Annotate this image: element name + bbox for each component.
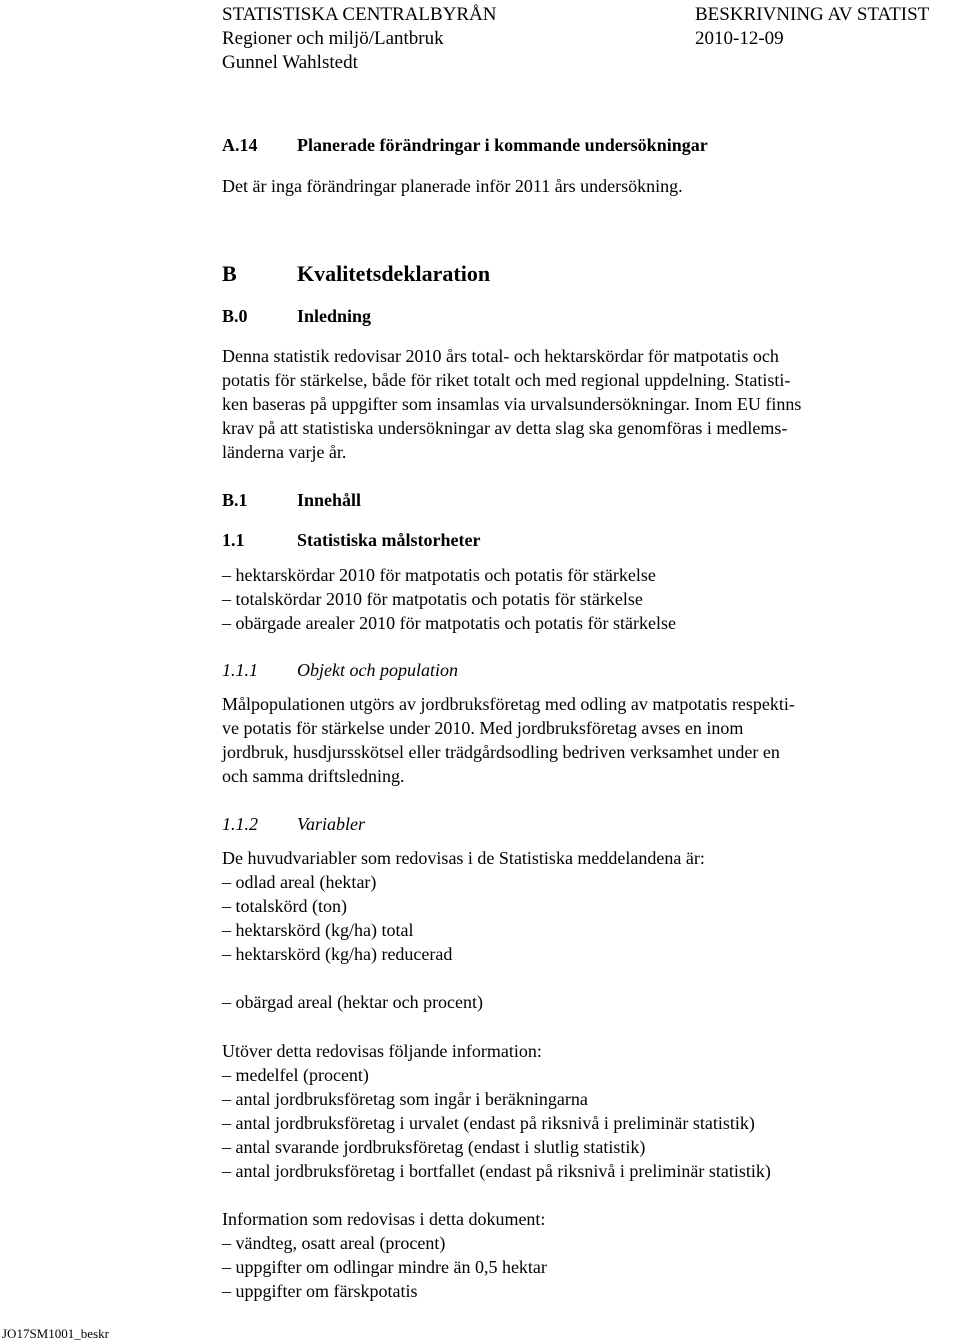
list-item: – antal jordbruksföretag som ingår i beräkningarna — [222, 1089, 588, 1109]
section-a14-text: Det är inga förändringar planerade inför 2011 års undersökning. — [222, 176, 683, 196]
section-b-title: Kvalitetsdeklaration — [297, 261, 491, 286]
section-a14-title: Planerade förändringar i kommande undersökningar — [297, 135, 708, 155]
footer-doc-code: JO17SM1001_beskr — [2, 1326, 109, 1341]
header-date: 2010-12-09 — [695, 28, 784, 49]
section-1-1-1-number: 1.1.1 — [222, 660, 258, 680]
header-author: Gunnel Wahlstedt — [222, 52, 358, 73]
section-1-1-2-title: Variabler — [297, 814, 366, 834]
b0-paragraph-line: länderna varje år. — [222, 442, 347, 462]
list-item: – hektarskördar 2010 för matpotatis och potatis för stärkelse — [222, 565, 656, 585]
info-intro: Utöver detta redovisas följande information: — [222, 1041, 542, 1061]
section-b0-title: Inledning — [297, 306, 372, 326]
header-doc-type: BESKRIVNING AV STATIST — [695, 4, 930, 25]
list-item: – obärgad areal (hektar och procent) — [222, 992, 484, 1012]
list-item: – odlad areal (hektar) — [222, 872, 377, 892]
section-b-number: B — [222, 261, 237, 286]
list-item: – totalskörd (ton) — [222, 896, 347, 916]
b0-paragraph-line: potatis för stärkelse, både för riket totalt och med regional uppdelning. Statisti- — [222, 370, 791, 390]
doc-info-intro: Information som redovisas i detta dokument: — [222, 1209, 546, 1229]
section-1-1-number: 1.1 — [222, 530, 245, 550]
list-item: – medelfel (procent) — [222, 1065, 369, 1085]
section-1-1-1-title: Objekt och population — [297, 660, 458, 680]
list-item: – antal jordbruksföretag i bortfallet (endast på riksnivå i preliminär statistik) — [222, 1161, 771, 1181]
section-b1-title: Innehåll — [297, 490, 362, 510]
header-org: STATISTISKA CENTRALBYRÅN — [222, 4, 497, 25]
b0-paragraph-line: krav på att statistiska undersökningar av detta slag ska genomföras i medlems- — [222, 418, 788, 438]
list-item: – vändteg, osatt areal (procent) — [222, 1233, 446, 1253]
s111-paragraph-line: och samma driftsledning. — [222, 766, 405, 786]
list-item: – hektarskörd (kg/ha) total — [222, 920, 414, 940]
section-1-1-2-number: 1.1.2 — [222, 814, 258, 834]
s111-paragraph-line: ve potatis för stärkelse under 2010. Med jordbruksföretag avses en inom — [222, 718, 744, 738]
list-item: – hektarskörd (kg/ha) reducerad — [222, 944, 453, 964]
list-item: – totalskördar 2010 för matpotatis och potatis för stärkelse — [222, 589, 643, 609]
s111-paragraph-line: Målpopulationen utgörs av jordbruksföretag med odling av matpotatis respekti- — [222, 694, 795, 714]
list-item: – antal jordbruksföretag i urvalet (endast på riksnivå i preliminär statistik) — [222, 1113, 755, 1133]
b0-paragraph-line: Denna statistik redovisar 2010 års total- och hektarskördar för matpotatis och — [222, 346, 779, 366]
section-b0-number: B.0 — [222, 306, 248, 326]
b0-paragraph-line: ken baseras på uppgifter som insamlas via urvalsundersökningar. Inom EU finns — [222, 394, 802, 414]
section-b1-number: B.1 — [222, 490, 248, 510]
variables-intro: De huvudvariabler som redovisas i de Statistiska meddelandena är: — [222, 848, 705, 868]
s111-paragraph-line: jordbruk, husdjursskötsel eller trädgårdsodling bedriven verksamhet under en — [222, 742, 780, 762]
list-item: – uppgifter om odlingar mindre än 0,5 hektar — [222, 1257, 547, 1277]
list-item: – obärgade arealer 2010 för matpotatis och potatis för stärkelse — [222, 613, 677, 633]
section-1-1-title: Statistiska målstorheter — [297, 530, 481, 550]
header-department: Regioner och miljö/Lantbruk — [222, 28, 444, 49]
list-item: – uppgifter om färskpotatis — [222, 1281, 418, 1301]
section-a14-number: A.14 — [222, 135, 258, 155]
list-item: – antal svarande jordbruksföretag (endast i slutlig statistik) — [222, 1137, 646, 1157]
